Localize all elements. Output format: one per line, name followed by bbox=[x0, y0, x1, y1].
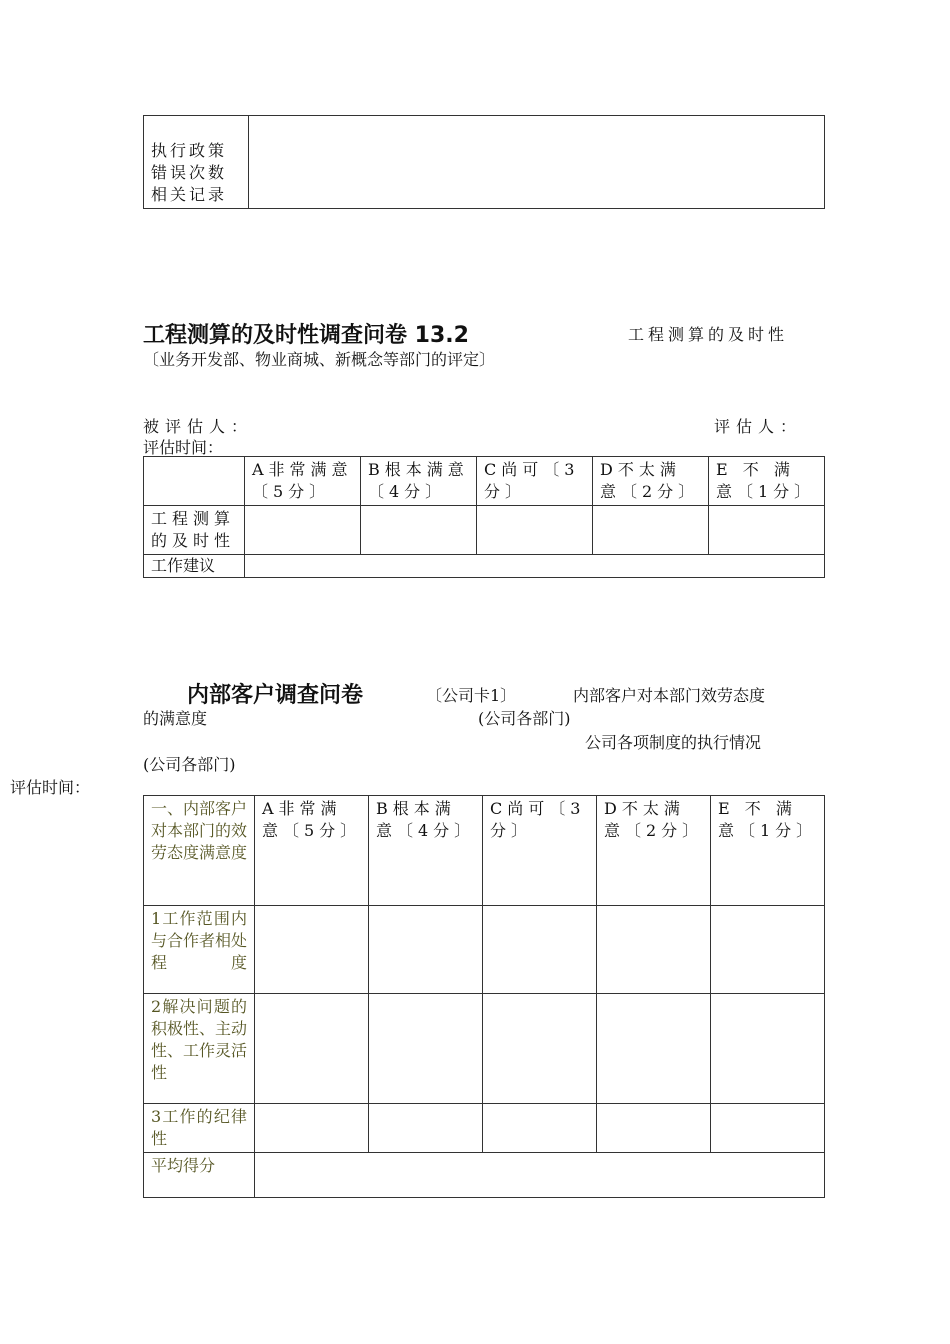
policy-error-table bbox=[143, 115, 825, 209]
internal-customer-table bbox=[143, 795, 825, 1198]
internal-survey-desc: 内部客户对本部门效劳态度 bbox=[573, 686, 766, 705]
score-cell[interactable] bbox=[369, 994, 483, 1104]
row-label-discipline: 3工作的纪律性 bbox=[144, 1104, 255, 1153]
score-cell[interactable] bbox=[483, 994, 597, 1104]
score-cell[interactable] bbox=[711, 994, 825, 1104]
header-b: B根本满意〔4分〕 bbox=[369, 796, 483, 906]
table-corner-category: 一、内部客户对本部门的效劳态度满意度 bbox=[144, 796, 255, 906]
score-cell[interactable] bbox=[255, 906, 369, 994]
row-label-initiative: 2解决问题的积极性、主动性、工作灵活性 bbox=[144, 994, 255, 1104]
score-cell[interactable] bbox=[483, 1104, 597, 1153]
score-cell[interactable] bbox=[255, 994, 369, 1104]
header-e: E 不 满 意〔1分〕 bbox=[711, 796, 825, 906]
score-cell[interactable] bbox=[593, 506, 709, 555]
header-b: B根本满意〔4分〕 bbox=[361, 457, 477, 506]
score-cell[interactable] bbox=[597, 994, 711, 1104]
average-score-cell[interactable] bbox=[255, 1153, 825, 1198]
timeliness-table bbox=[143, 456, 825, 578]
internal-survey-title: 内部客户调查问卷 bbox=[187, 683, 364, 708]
score-cell[interactable] bbox=[709, 506, 825, 555]
row-label-timeliness: 工程测算的及时性 bbox=[144, 506, 245, 555]
survey-title-13-2: 工程测算的及时性调查问卷 13.2 bbox=[143, 323, 469, 348]
policy-error-label: 执行政策错误次数相关记录 bbox=[144, 116, 249, 209]
policy-error-record-cell[interactable] bbox=[249, 116, 825, 209]
row-label-average: 平均得分 bbox=[144, 1153, 255, 1198]
header-e: E 不 满 意〔1分〕 bbox=[709, 457, 825, 506]
header-a: A非常满意〔5分〕 bbox=[245, 457, 361, 506]
score-cell[interactable] bbox=[597, 906, 711, 994]
score-cell[interactable] bbox=[245, 506, 361, 555]
header-d: D不太满意〔2分〕 bbox=[597, 796, 711, 906]
header-d: D不太满意〔2分〕 bbox=[593, 457, 709, 506]
evaluation-time-label: 评估时间： bbox=[143, 438, 224, 457]
evaluatee-label: 被评估人： bbox=[143, 417, 254, 436]
score-cell[interactable] bbox=[361, 506, 477, 555]
suggestion-cell[interactable] bbox=[245, 555, 825, 578]
company-card-label: 〔公司卡1〕 bbox=[426, 686, 517, 705]
header-c: C尚可〔3分〕 bbox=[483, 796, 597, 906]
score-cell[interactable] bbox=[369, 906, 483, 994]
internal-survey-desc-continued: 的满意度 bbox=[143, 709, 208, 728]
score-cell[interactable] bbox=[255, 1104, 369, 1153]
survey-title-right: 工程测算的及时性 bbox=[628, 325, 789, 344]
row-label-suggestion: 工作建议 bbox=[144, 555, 245, 578]
score-cell[interactable] bbox=[477, 506, 593, 555]
score-cell[interactable] bbox=[369, 1104, 483, 1153]
survey-subtitle: 〔业务开发部、物业商城、新概念等部门的评定〕 bbox=[143, 350, 496, 369]
dept-label-1: (公司各部门) bbox=[478, 709, 571, 728]
header-a: A非常满意〔5分〕 bbox=[255, 796, 369, 906]
header-c: C尚可〔3分〕 bbox=[477, 457, 593, 506]
row-label-cooperation: 1工作范围内与合作者相处程度 bbox=[144, 906, 255, 994]
score-cell[interactable] bbox=[597, 1104, 711, 1153]
score-cell[interactable] bbox=[483, 906, 597, 994]
evaluator-label: 评估人： bbox=[714, 417, 803, 436]
score-cell[interactable] bbox=[711, 1104, 825, 1153]
evaluation-time-label-2: 评估时间： bbox=[10, 778, 91, 797]
score-cell[interactable] bbox=[711, 906, 825, 994]
dept-label-2: (公司各部门) bbox=[143, 755, 236, 774]
table-corner bbox=[144, 457, 245, 506]
policy-execution-label: 公司各项制度的执行情况 bbox=[585, 733, 762, 752]
